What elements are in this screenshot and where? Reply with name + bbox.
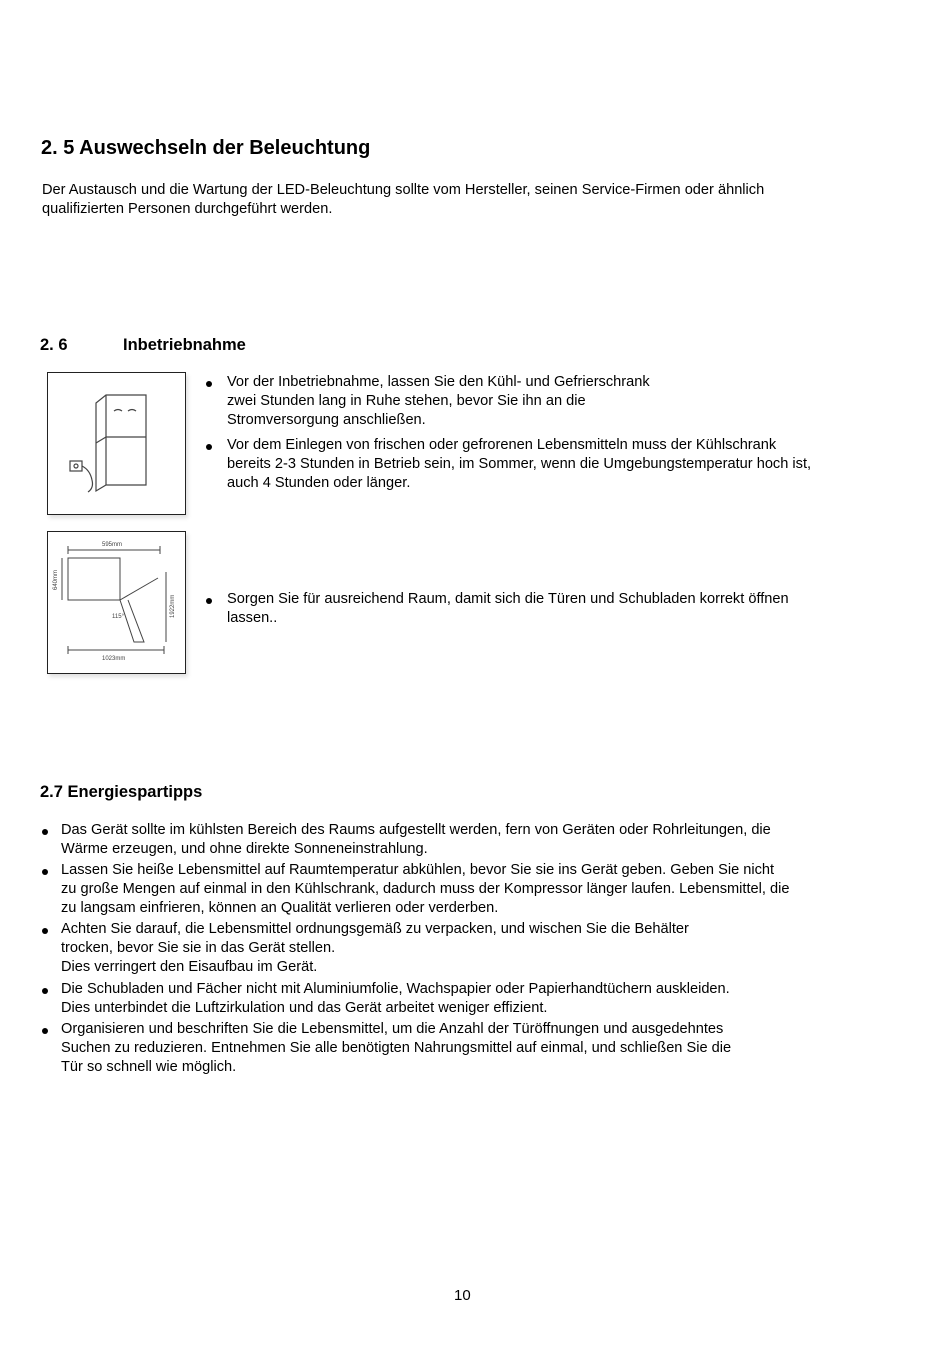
tip-line: zu große Mengen auf einmal in den Kühlschrank, dadurch muss der Kompressor länger laufen. Lebensmittel, die: [61, 881, 790, 897]
dimension-right-label: 1922mm: [170, 594, 176, 618]
tip-line: Wärme erzeugen, und ohne direkte Sonneneinstrahlung.: [61, 841, 428, 857]
page-number: 10: [454, 1287, 471, 1304]
dimension-top-label: 595mm: [102, 542, 123, 548]
bullet-line: Stromversorgung anschließen.: [227, 412, 426, 428]
section-2-6-title: Inbetriebnahme: [123, 336, 246, 354]
dimension-left-label: 640mm: [53, 569, 59, 590]
dimension-diagram: [47, 531, 186, 674]
tip-line: Organisieren und beschriften Sie die Lebensmittel, um die Anzahl der Türöffnungen und ausgedehntes: [61, 1021, 724, 1037]
dimension-bottom-label: 1023mm: [102, 656, 126, 662]
bullet-dot: [42, 869, 48, 875]
bullet-line: zwei Stunden lang in Ruhe stehen, bevor Sie ihn an die: [227, 393, 586, 409]
section-2-5-heading: 2. 5 Auswechseln der Beleuchtung: [41, 137, 371, 159]
bullet-text-rest: [227, 373, 650, 430]
tip-line: Das Gerät sollte im kühlsten Bereich des Raums aufgestellt werden, fern von Geräten oder Rohrleitungen, die: [61, 822, 771, 838]
tip-cooling: [61, 861, 789, 918]
section-2-6-number: 2. 6: [40, 336, 68, 354]
section-2-5-paragraph: [42, 181, 764, 219]
tip-line: trocken, bevor Sie sie in das Gerät stellen.: [61, 940, 336, 956]
tip-location: [61, 821, 771, 859]
dimension-angle-label: 115°: [112, 614, 124, 620]
tip-line: zu langsam einfrieren, können an Qualität verlieren oder verderben.: [61, 900, 499, 916]
bullet-line: lassen..: [227, 610, 278, 626]
bullet-dot: [42, 1028, 48, 1034]
bullet-dot: [42, 928, 48, 934]
tip-line: Tür so schnell wie möglich.: [61, 1059, 237, 1075]
tip-packaging: [61, 920, 689, 977]
bullet-dot: [42, 829, 48, 835]
bullet-dot: [206, 444, 212, 450]
bullet-line: auch 4 Stunden oder länger.: [227, 475, 411, 491]
bullet-dot: [206, 381, 212, 387]
tip-line: Suchen zu reduzieren. Entnehmen Sie alle benötigten Nahrungsmittel auf einmal, und schließen Sie die: [61, 1040, 732, 1056]
section-2-7-heading: 2.7 Energiespartipps: [40, 783, 203, 801]
bullet-line: bereits 2-3 Stunden in Betrieb sein, im Sommer, wenn die Umgebungstemperatur hoch ist,: [227, 456, 812, 472]
tip-line: Dies unterbindet die Luftzirkulation und das Gerät arbeitet weniger effizient.: [61, 1000, 548, 1016]
fridge-rest-illustration: [47, 372, 186, 515]
bullet-line: Vor dem Einlegen von frischen oder gefrorenen Lebensmitteln muss der Kühlschrank: [227, 437, 777, 453]
bullet-line: Sorgen Sie für ausreichend Raum, damit sich die Türen und Schubladen korrekt öffnen: [227, 591, 789, 607]
tip-drawers: [61, 980, 730, 1018]
tip-line: Die Schubladen und Fächer nicht mit Aluminiumfolie, Wachspapier oder Papierhandtüchern auskleiden.: [61, 981, 730, 997]
bullet-text-wait: [227, 436, 811, 493]
bullet-dot: [42, 988, 48, 994]
bullet-text-space: [227, 590, 789, 628]
bullet-dot: [206, 598, 212, 604]
tip-line: Lassen Sie heiße Lebensmittel auf Raumtemperatur abkühlen, bevor Sie sie ins Gerät geben. Geben Sie nicht: [61, 862, 775, 878]
bullet-line: Vor der Inbetriebnahme, lassen Sie den Kühl- und Gefrierschrank: [227, 374, 650, 390]
paragraph-line: Der Austausch und die Wartung der LED-Beleuchtung sollte vom Hersteller, seinen Service-Firmen oder ähnlich: [42, 182, 765, 198]
tip-organize: [61, 1020, 731, 1077]
tip-line: Dies verringert den Eisaufbau im Gerät.: [61, 959, 318, 975]
tip-line: Achten Sie darauf, die Lebensmittel ordnungsgemäß zu verpacken, und wischen Sie die Behälter: [61, 921, 689, 937]
paragraph-line: qualifizierten Personen durchgeführt werden.: [42, 201, 333, 217]
